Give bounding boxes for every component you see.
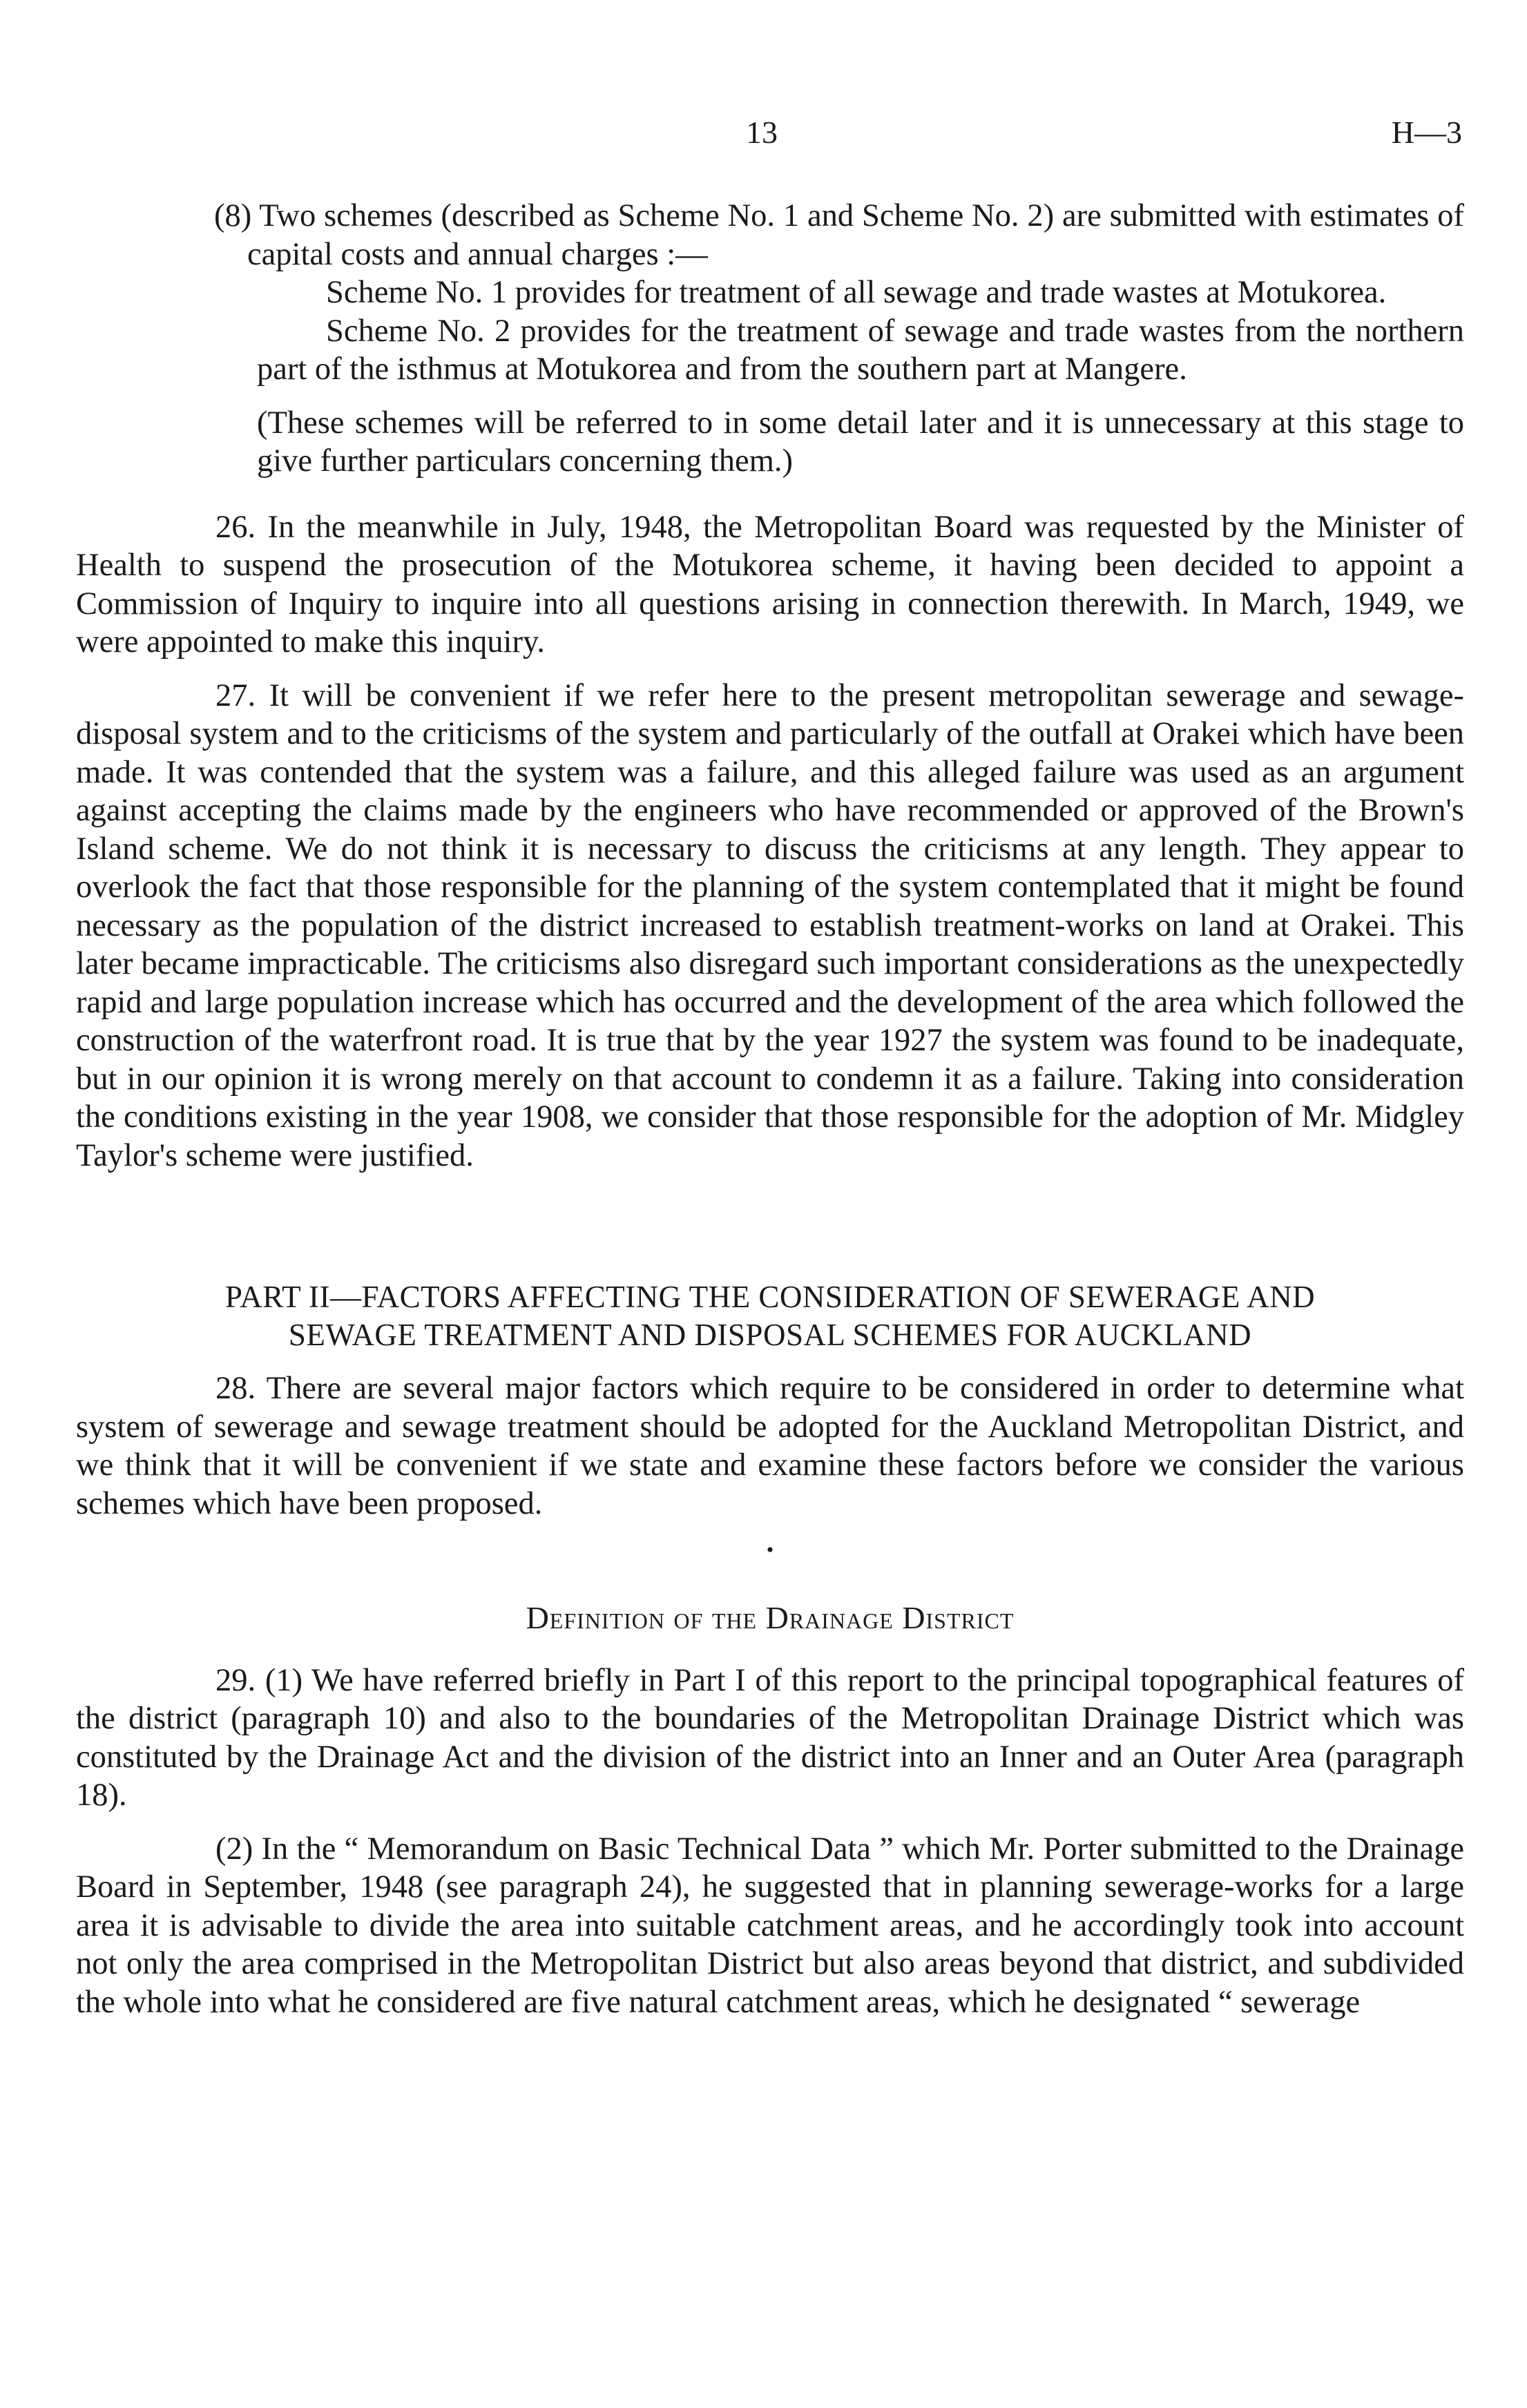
paragraph-29-2: (2) In the “ Memorandum on Basic Technical Data ” which Mr. Porter submitted to the Drainage Board in September, 1948 (see paragraph 24), he suggested that in planning sewerage-works for a large area it is advisable to divide the area into suitable catchment areas, and he accordingly took into account not only the area comprised in the Metropolitan District but also areas beyond that district, and subdivided the whole into what he considered are five natural catchment areas, which he designated “ sewerage [76, 1831, 1464, 2020]
document-reference: H—3 [1391, 115, 1462, 150]
page-header [0, 114, 1527, 162]
ornament-mark: • [766, 1539, 774, 1561]
item-8-scheme-1: Scheme No. 1 provides for treatment of all sewage and trade wastes at Motukorea. [326, 275, 1387, 310]
page-number: 13 [746, 115, 778, 150]
paragraph-26: 26. In the meanwhile in July, 1948, the Metropolitan Board was requested by the Minister of Health to suspend the prosecution of the Motukorea scheme, it having been decided to appoint a Commission of Inquiry to inquire into all questions arising in connection therewith. In March, 1949, we were appointed to make this inquiry. [76, 509, 1464, 659]
paragraph-28: 28. There are several major factors which require to be considered in order to determine what system of sewerage and sewage treatment should be adopted for the Auckland Metropolitan District, and we think that it will be convenient if we state and examine these factors before we consider the various schemes which have been proposed. [76, 1371, 1464, 1521]
part-heading [76, 1278, 1464, 1354]
paragraph-29-1: 29. (1) We have referred briefly in Part I of this report to the principal topographical features of the district (paragraph 10) and also to the boundaries of the Metropolitan Drainage District which was constituted by the Drainage Act and the division of the district into an Inner and an Outer Area (paragraph 18). [76, 1662, 1464, 1813]
part-heading-line-1: PART II—FACTORS AFFECTING THE CONSIDERATION OF SEWERAGE AND [224, 1280, 1316, 1314]
item-8-note: (These schemes will be referred to in some detail later and it is unnecessary at this stage to give further particulars concerning them.) [257, 405, 1464, 479]
part-heading-line-2: SEWAGE TREATMENT AND DISPOSAL SCHEMES FOR AUCKLAND [288, 1318, 1252, 1352]
item-8-scheme-2: Scheme No. 2 provides for the treatment of sewage and trade wastes from the northern part of the isthmus at Motukorea and from the southern part at Mangere. [257, 313, 1464, 387]
section-heading: Definition of the Drainage District [526, 1600, 1015, 1635]
item-8-lead: (8) Two schemes (described as Scheme No. 1 and Scheme No. 2) are submitted with estimates of capital costs and annual charges :— [214, 198, 1464, 272]
page-body [76, 197, 1464, 2021]
paragraph-27: 27. It will be convenient if we refer here to the present metropolitan sewerage and sewage-disposal system and to the criticisms of the system and particularly of the outfall at Orakei which have been made. It was contended that the system was a failure, and this alleged failure was used as an argument against accepting the claims made by the engineers who have recommended or approved of the Brown's Island scheme. We do not think it is necessary to discuss the criticisms at any length. They appear to overlook the fact that those responsible for the planning of the system contemplated that it might be found necessary as the population of the district increased to establish treatment-works on land at Orakei. This later became impracticable. The criticisms also disregard such important considerations as the unexpectedly rapid and large population increase which has occurred and the development of the area which followed the construction of the waterfront road. It is true that by the year 1927 the system was found to be inadequate, but in our opinion it is wrong merely on that account to condemn it as a failure. Taking into consideration the conditions existing in the year 1908, we consider that those responsible for the adoption of Mr. Midgley Taylor's scheme were justified. [76, 677, 1464, 1173]
